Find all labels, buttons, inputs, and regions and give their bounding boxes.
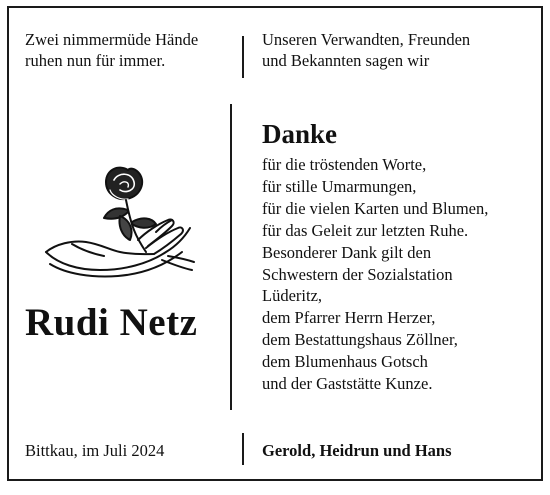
thanks-line: dem Pfarrer Herrn Herzer,	[262, 308, 436, 328]
intro-text	[262, 29, 470, 71]
rose-in-hands-icon	[42, 160, 197, 278]
right-column	[253, 8, 538, 479]
divider-line	[242, 433, 244, 465]
left-column	[9, 8, 243, 479]
thank-you-notice	[7, 6, 543, 481]
thanks-headline: Danke	[262, 119, 338, 149]
thanks-line: für die vielen Karten und Blumen,	[262, 198, 489, 218]
thanks-line: Schwestern der Sozialstation	[262, 264, 453, 284]
thanks-line: dem Bestattungshaus Zöllner,	[262, 330, 458, 350]
thanks-line: für die tröstenden Worte,	[262, 155, 427, 174]
verse	[25, 29, 198, 71]
thanks-line: dem Blumenhaus Gotsch	[262, 352, 428, 372]
thanks-line: Besonderer Dank gilt den	[262, 242, 432, 262]
intro-line: und Bekannten sagen wir	[262, 51, 430, 70]
divider-line	[242, 36, 244, 78]
divider-line	[230, 104, 232, 410]
thanks-line: und der Gaststätte Kunze.	[262, 374, 433, 394]
thanks-line: für stille Umarmungen,	[262, 176, 417, 196]
signature: Gerold, Heidrun und Hans	[262, 441, 452, 460]
intro-line: Unseren Verwandten, Freunden	[262, 30, 471, 49]
thanks-line: für das Geleit zur letzten Ruhe.	[262, 220, 469, 240]
deceased-name: Rudi Netz	[25, 301, 198, 344]
place-and-date: Bittkau, im Juli 2024	[25, 441, 165, 460]
verse-line: Zwei nimmermüde Hände	[25, 30, 199, 49]
thanks-line: Lüderitz,	[262, 286, 323, 306]
verse-line: ruhen nun für immer.	[25, 51, 166, 70]
thanks-list	[262, 154, 488, 395]
